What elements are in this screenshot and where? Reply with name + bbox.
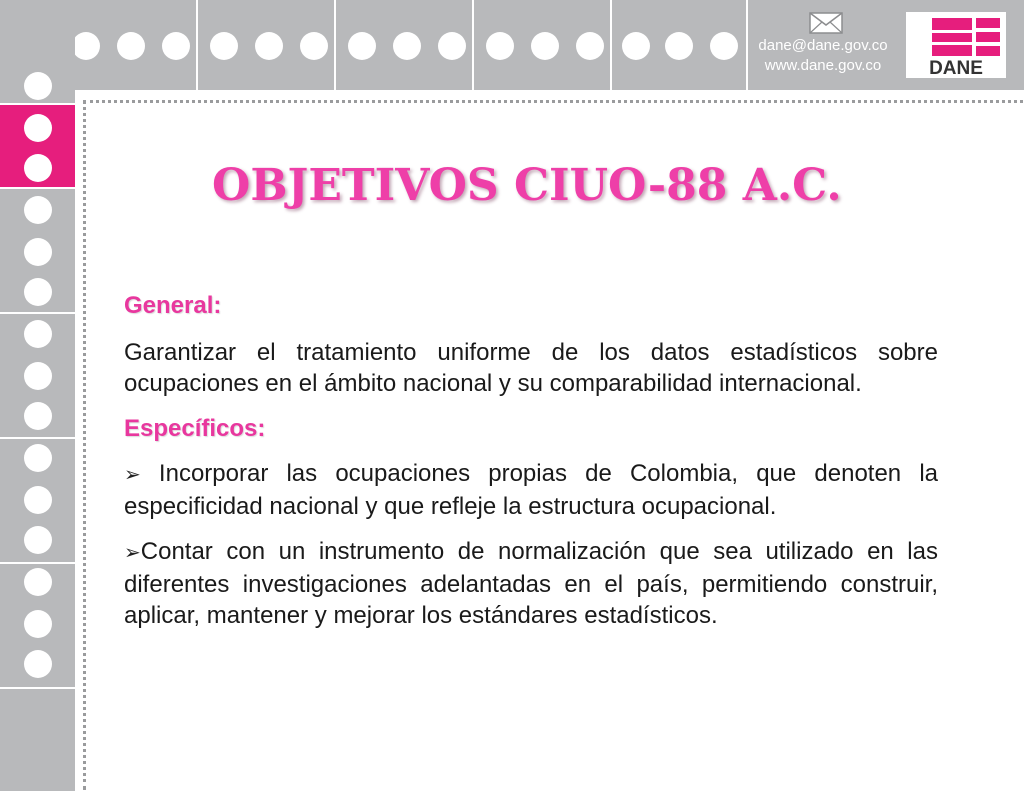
arrow-bullet-icon: ➢	[124, 542, 141, 564]
dotted-border-left	[83, 100, 86, 790]
slide-content	[124, 290, 938, 645]
contact-website[interactable]: www.dane.gov.co	[764, 57, 882, 74]
bullet-text: Incorporar las ocupaciones propias de Colombia, que denoten la especificidad nacional y que refleje la estructura ocupacional.	[124, 460, 938, 520]
contact-info	[748, 36, 898, 76]
slide-title: OBJETIVOS CIUO-88 A.C.	[212, 160, 842, 211]
dane-logo	[906, 12, 1006, 78]
bullet-item	[124, 536, 938, 631]
envelope-icon	[809, 12, 843, 34]
specific-heading: Específicos:	[124, 415, 266, 442]
logo-text: DANE	[929, 58, 983, 78]
general-text: Garantizar el tratamiento uniforme de los datos estadísticos sobre ocupaciones en el ámbito nacional y su comparabilidad internacional.	[124, 339, 938, 397]
general-heading: General:	[124, 292, 222, 319]
bullet-item	[124, 458, 938, 522]
bullet-text: Contar con un instrumento de normalización que sea utilizado en las diferentes investigaciones adelantadas en el país, permitiendo construir, aplicar, mantener y mejorar los estándares estadísticos.	[124, 538, 938, 629]
contact-email[interactable]: dane@dane.gov.co	[758, 37, 888, 54]
arrow-bullet-icon: ➢	[124, 464, 141, 486]
dotted-border-top	[83, 100, 1023, 103]
